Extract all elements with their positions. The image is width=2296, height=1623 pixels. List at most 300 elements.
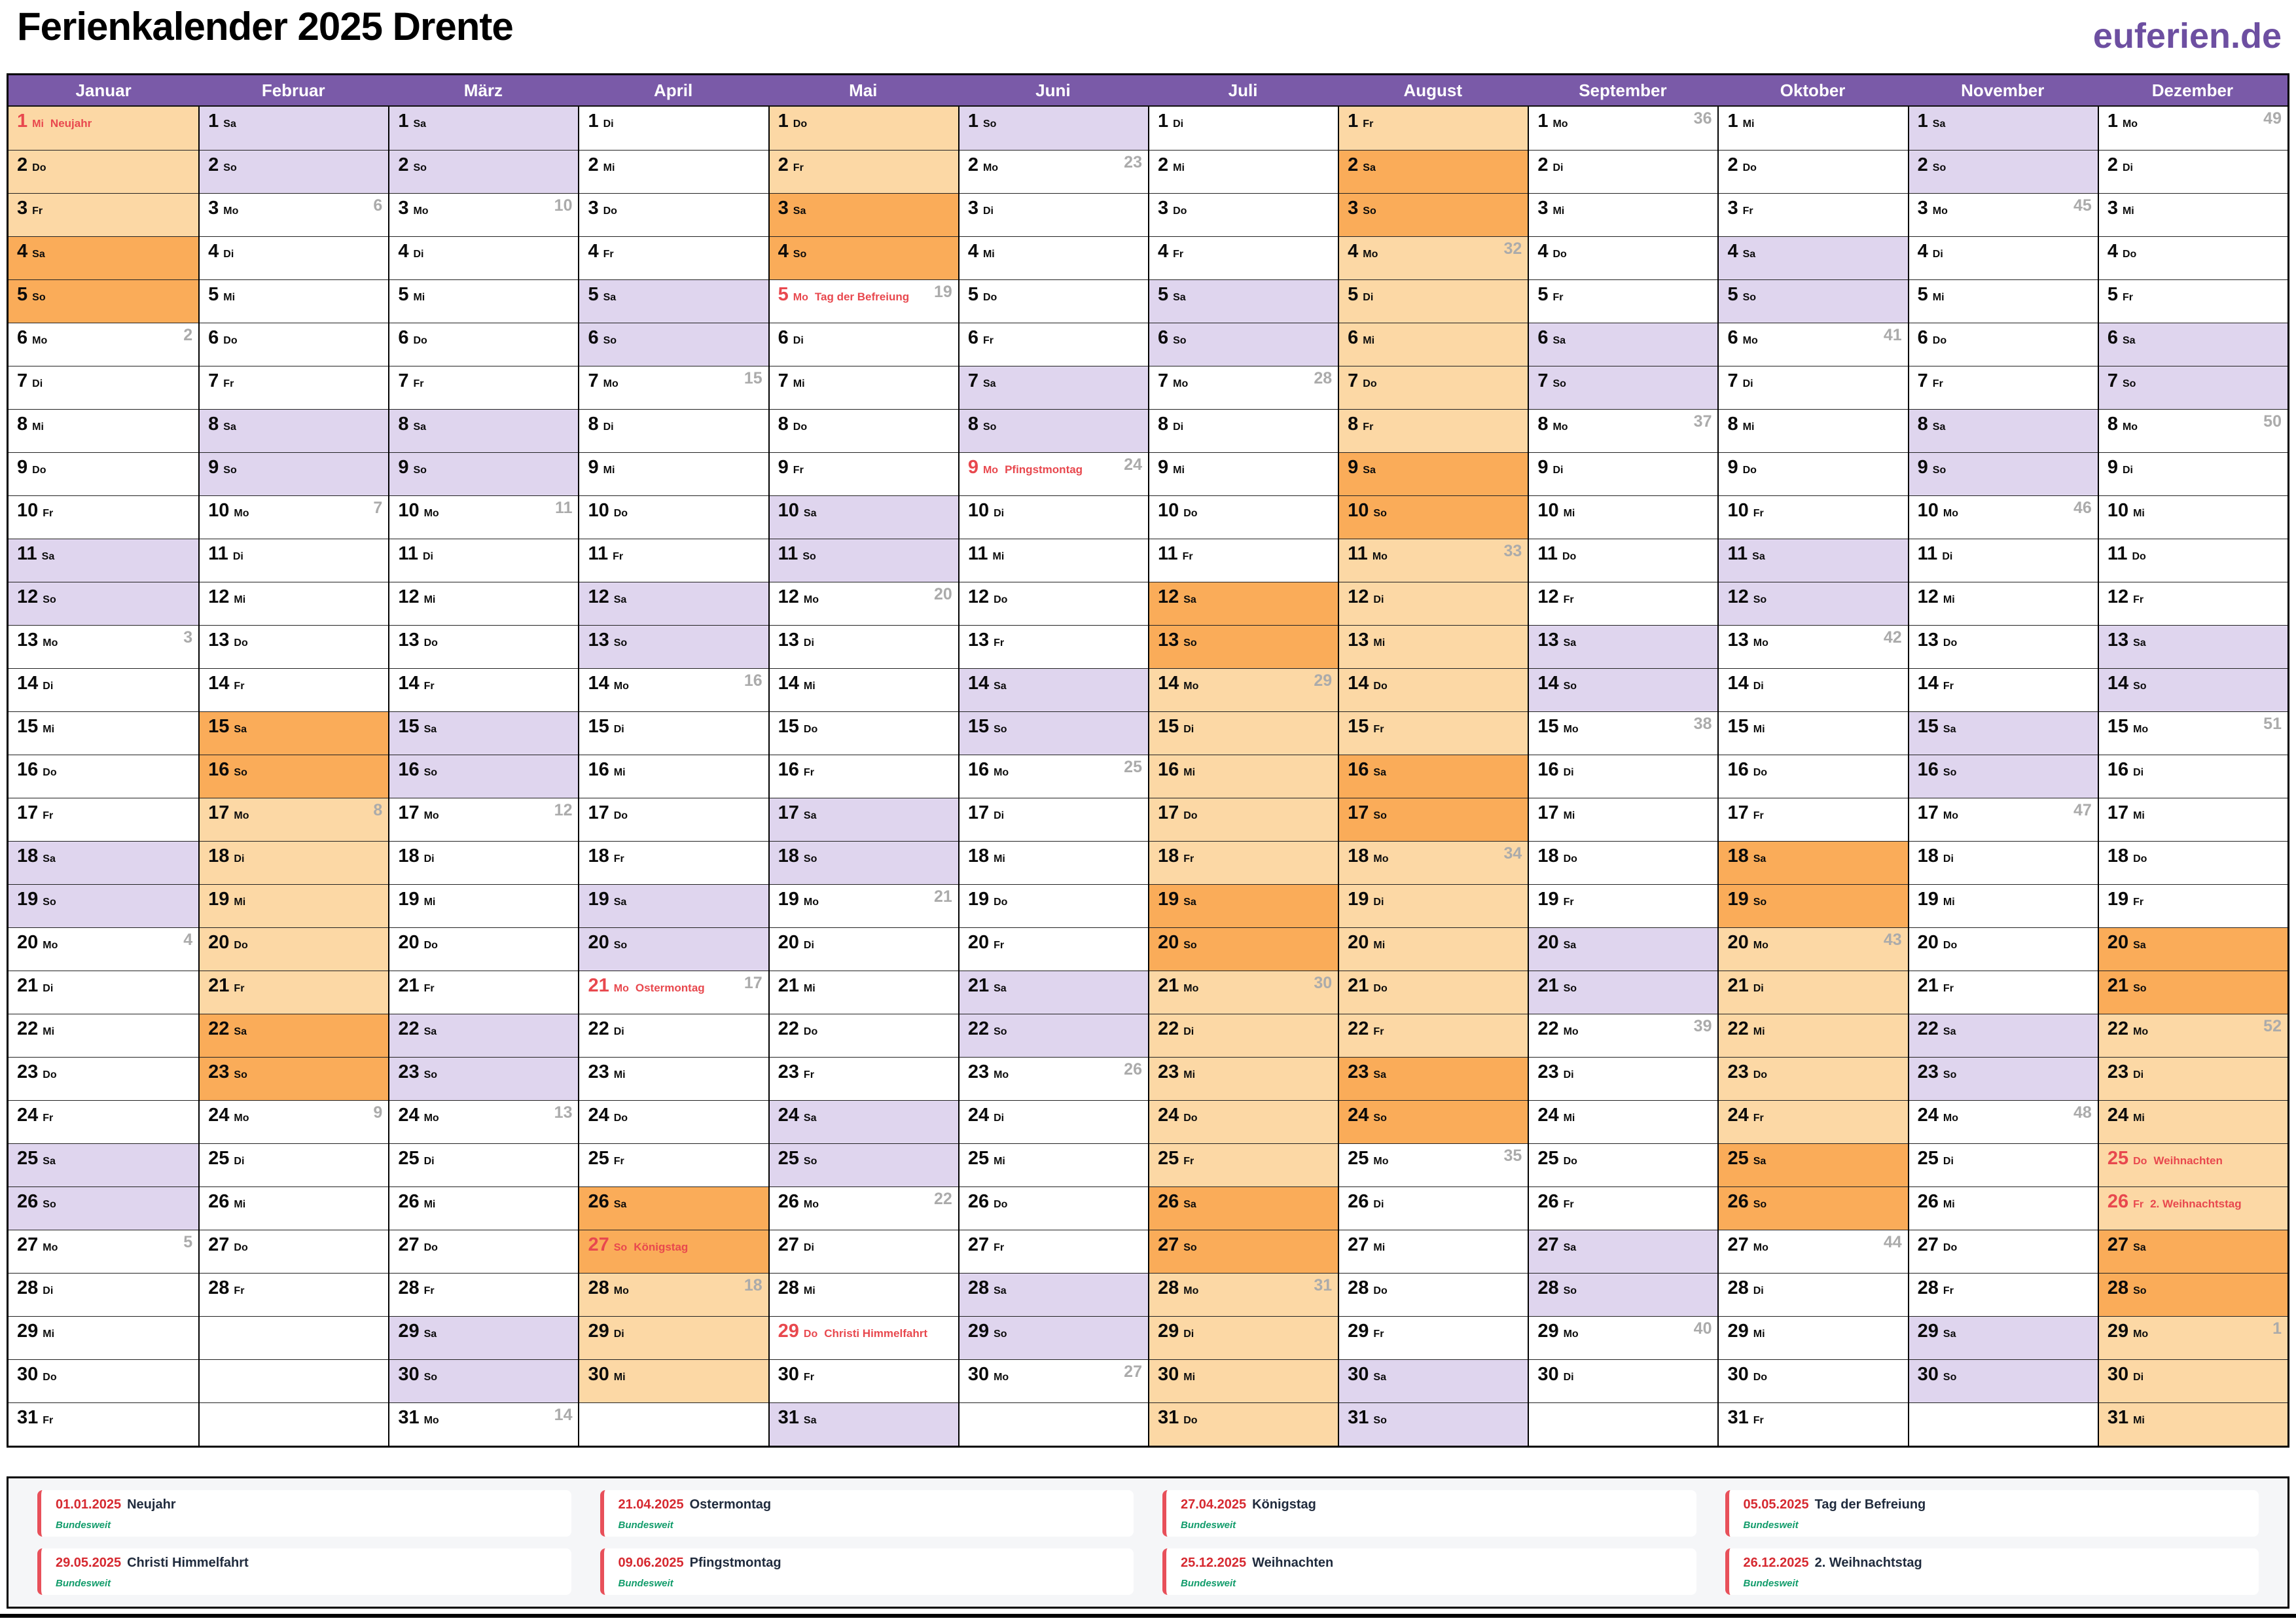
day-cell: [1339, 409, 1528, 452]
day-number: 19: [1157, 889, 1179, 910]
weekday-label: Sa: [1742, 249, 1756, 260]
day-cell: [1339, 668, 1528, 711]
weekday-label: Do: [1753, 1069, 1768, 1080]
day-number: 25: [1348, 1148, 1369, 1169]
weekday-label: Fr: [423, 983, 435, 994]
day-cell: [9, 1100, 198, 1143]
weekday-label: Do: [223, 335, 238, 346]
day-number: 25: [1727, 1148, 1749, 1169]
page-title: Ferienkalender 2025 Drente: [17, 5, 513, 48]
day-number: 15: [2107, 716, 2129, 737]
weekday-label: Mo: [1753, 637, 1768, 649]
weekday-label: Mo: [1373, 853, 1389, 865]
day-cell: [1149, 1100, 1338, 1143]
day-number: 5: [398, 284, 409, 305]
weekday-label: Fr: [1563, 1199, 1574, 1210]
week-number: 19: [934, 283, 952, 301]
day-number: 26: [1348, 1191, 1369, 1212]
holiday-name: Pfingstmontag: [689, 1556, 781, 1570]
day-cell: [579, 1273, 768, 1316]
day-number: 20: [588, 932, 609, 953]
weekday-label: Do: [803, 724, 818, 735]
day-cell: [1339, 1230, 1528, 1273]
day-cell: [1149, 927, 1338, 971]
day-cell: [1719, 279, 1907, 323]
day-cell: [770, 366, 958, 409]
day-cell: [770, 1014, 958, 1057]
week-number: 18: [744, 1276, 762, 1294]
weekday-label: So: [2122, 378, 2136, 389]
day-cell: [1909, 279, 2098, 323]
day-cell: [960, 193, 1148, 236]
weekday-label: So: [1173, 335, 1187, 346]
day-cell: [1719, 150, 1907, 193]
day-cell: [1339, 1057, 1528, 1100]
day-cell: [1339, 884, 1528, 927]
month-header-row: [9, 75, 2287, 107]
day-number: 5: [1537, 284, 1549, 305]
weekday-label: Fr: [1373, 1329, 1384, 1340]
day-cell: [960, 539, 1148, 582]
day-cell: [1719, 495, 1907, 539]
day-cell: [200, 539, 388, 582]
weekday-label: So: [1932, 162, 1946, 173]
week-number: 8: [373, 801, 383, 819]
day-number: 27: [1917, 1234, 1939, 1255]
day-cell: [389, 1402, 578, 1446]
page-header: [0, 0, 2296, 73]
day-cell: [1719, 582, 1907, 625]
day-number: 6: [588, 327, 599, 348]
weekday-label: Do: [1742, 162, 1757, 173]
weekday-label: Mi: [1943, 1199, 1955, 1210]
day-number: 19: [1537, 889, 1559, 910]
day-number: 18: [967, 846, 990, 866]
day-cell: [9, 409, 198, 452]
weekday-label: Fr: [994, 637, 1005, 649]
weekday-label: Sa: [423, 724, 437, 735]
day-cell: [770, 1230, 958, 1273]
day-number: 7: [208, 370, 219, 391]
day-number: 16: [588, 759, 609, 780]
day-cell: [579, 841, 768, 884]
day-cell: [960, 409, 1148, 452]
weekday-label: Fr: [1753, 508, 1764, 519]
weekday-label: Do: [423, 637, 438, 649]
day-number: 14: [588, 673, 609, 694]
holiday-label: Tag der Befreiung: [814, 291, 910, 303]
day-cell: [1529, 279, 1717, 323]
day-cell: [770, 236, 958, 279]
weekday-label: Sa: [803, 1113, 817, 1124]
weekday-label: Fr: [413, 378, 424, 389]
month-column: [2098, 107, 2287, 1446]
day-number: 22: [1917, 1018, 1939, 1039]
euferien-logo[interactable]: euferien.de: [2092, 16, 2282, 56]
day-cell: [1529, 1359, 1717, 1402]
day-cell: [2099, 1316, 2287, 1359]
day-cell: [770, 884, 958, 927]
weekday-label: Sa: [1183, 1199, 1196, 1210]
day-cell: [389, 150, 578, 193]
holiday-label: Königstag: [634, 1241, 689, 1253]
day-number: 3: [1917, 198, 1928, 219]
weekday-label: Mi: [603, 465, 615, 476]
day-cell: [9, 1230, 198, 1273]
weekday-label: Di: [223, 249, 234, 260]
day-cell: [389, 539, 578, 582]
day-number: 13: [2107, 630, 2129, 651]
weekday-label: Fr: [1363, 118, 1374, 130]
day-number: 21: [2107, 975, 2129, 996]
weekday-label: Mo: [2133, 724, 2149, 735]
day-number: 2: [588, 154, 599, 175]
day-number: 14: [1157, 673, 1179, 694]
weekday-label: So: [1373, 1113, 1387, 1124]
day-cell: [1909, 841, 2098, 884]
day-cell: [1529, 409, 1717, 452]
weekday-label: So: [1183, 1242, 1197, 1253]
day-cell: [770, 1402, 958, 1446]
day-cell: [389, 236, 578, 279]
day-cell: [579, 107, 768, 150]
weekday-label: Do: [1183, 508, 1198, 519]
day-number: 10: [398, 500, 420, 521]
weekday-label: Mo: [1563, 724, 1579, 735]
day-number: 30: [398, 1364, 420, 1385]
day-number: 23: [1537, 1061, 1559, 1082]
day-number: 7: [967, 370, 978, 391]
weekday-label: Fr: [1563, 897, 1574, 908]
day-cell: [579, 1143, 768, 1186]
month-column: [1148, 107, 1338, 1446]
weekday-label: Mo: [613, 681, 629, 692]
holiday-label: Christi Himmelfahrt: [824, 1327, 927, 1340]
day-cell: [579, 1057, 768, 1100]
day-number: 4: [1727, 241, 1738, 262]
day-cell: [1339, 841, 1528, 884]
day-number: 26: [967, 1191, 990, 1212]
day-number: 6: [1348, 327, 1359, 348]
weekday-label: Di: [1753, 983, 1764, 994]
day-number: 25: [1917, 1148, 1939, 1169]
weekday-label: Sa: [803, 1415, 817, 1426]
day-cell: [1909, 711, 2098, 755]
day-cell: [1339, 711, 1528, 755]
day-number: 22: [1157, 1018, 1179, 1039]
weekday-label: Sa: [413, 421, 427, 433]
day-number: 16: [967, 759, 990, 780]
day-number: 29: [17, 1321, 39, 1342]
day-number: 28: [1348, 1277, 1369, 1298]
day-cell: [1339, 236, 1528, 279]
weekday-label: Sa: [1552, 335, 1566, 346]
weekday-label: Mi: [2133, 1113, 2145, 1124]
day-number: 22: [208, 1018, 230, 1039]
weekday-label: Mo: [1183, 681, 1199, 692]
day-number: 23: [778, 1061, 799, 1082]
weekday-label: Mo: [413, 205, 429, 217]
day-cell: [579, 495, 768, 539]
week-number: 25: [1124, 758, 1142, 776]
weekday-label: So: [423, 1372, 438, 1383]
weekday-label: Do: [1753, 767, 1768, 778]
day-cell: [1909, 582, 2098, 625]
day-number: 3: [1727, 198, 1738, 219]
day-cell: [1339, 1100, 1528, 1143]
day-number: 25: [967, 1148, 990, 1169]
weekday-label: Do: [234, 940, 248, 951]
day-cell: [200, 193, 388, 236]
day-cell: [1529, 755, 1717, 798]
holiday-date: 26.12.2025: [1743, 1556, 1809, 1570]
day-cell: [960, 1143, 1148, 1186]
day-number: 13: [778, 630, 799, 651]
day-cell: [9, 1316, 198, 1359]
day-cell: [1529, 539, 1717, 582]
weekday-label: So: [32, 292, 46, 303]
weekday-label: Mo: [1363, 249, 1378, 260]
day-cell: [389, 711, 578, 755]
weekday-label: So: [613, 1242, 628, 1253]
day-number: 17: [1348, 802, 1369, 823]
day-cell: [1719, 625, 1907, 668]
week-number: 3: [183, 628, 193, 647]
week-number: 45: [2073, 196, 2092, 215]
day-cell: [770, 539, 958, 582]
day-cell: [1909, 1359, 2098, 1402]
day-number: 10: [1917, 500, 1939, 521]
week-number: 24: [1124, 455, 1142, 474]
day-cell: [1149, 971, 1338, 1014]
weekday-label: Mo: [1372, 551, 1388, 562]
day-cell: [1149, 1273, 1338, 1316]
day-number: 11: [778, 543, 798, 564]
weekday-label: Fr: [1742, 205, 1753, 217]
day-cell: [1149, 409, 1338, 452]
day-number: 1: [1157, 111, 1169, 132]
day-cell: [2099, 1186, 2287, 1230]
day-number: 9: [1917, 457, 1928, 478]
weekday-label: Di: [2122, 162, 2133, 173]
day-number: 21: [967, 975, 990, 996]
weekday-label: Do: [234, 1242, 248, 1253]
day-cell: [9, 798, 198, 841]
weekday-label: Fr: [793, 162, 804, 173]
day-cell: [389, 366, 578, 409]
day-cell: [770, 798, 958, 841]
weekday-label: Di: [1942, 551, 1953, 562]
weekday-label: So: [803, 1156, 817, 1167]
holiday-region: Bundesweit: [618, 1520, 673, 1531]
weekday-label: Di: [793, 335, 804, 346]
holiday-date: 27.04.2025: [1181, 1497, 1247, 1512]
day-number: 13: [1537, 630, 1559, 651]
day-number: 2: [1157, 154, 1169, 175]
holiday-date: 25.12.2025: [1181, 1556, 1247, 1570]
day-number: 19: [1727, 889, 1749, 910]
weekday-label: Fr: [1753, 1113, 1764, 1124]
day-number: 28: [1727, 1277, 1749, 1298]
day-cell: [389, 1143, 578, 1186]
weekday-label: Sa: [982, 378, 996, 389]
weekday-label: So: [1373, 1415, 1387, 1426]
weekday-label: Fr: [32, 205, 43, 217]
day-number: 21: [17, 975, 39, 996]
day-number: 3: [967, 198, 978, 219]
week-number: 36: [1693, 109, 1712, 128]
day-cell: [1339, 107, 1528, 150]
day-cell: [1719, 193, 1907, 236]
weekday-label: Mi: [994, 853, 1005, 865]
day-cell: [9, 539, 198, 582]
day-cell: [1339, 927, 1528, 971]
holiday-label: Neujahr: [50, 117, 92, 130]
day-cell: [960, 1230, 1148, 1273]
day-number: 1: [967, 111, 978, 132]
weekday-label: Fr: [1183, 1156, 1194, 1167]
day-number: 15: [1917, 716, 1939, 737]
day-number: 20: [1917, 932, 1939, 953]
day-number: 9: [17, 457, 28, 478]
weekday-label: Mi: [613, 767, 626, 778]
day-cell: [1339, 495, 1528, 539]
day-cell: [579, 971, 768, 1014]
day-cell: [9, 711, 198, 755]
day-cell: [200, 884, 388, 927]
weekday-label: So: [223, 162, 237, 173]
day-number: 31: [2107, 1407, 2129, 1428]
day-number: 11: [1917, 543, 1938, 564]
day-number: 21: [208, 975, 230, 996]
weekday-label: Mo: [423, 1415, 439, 1426]
day-cell: [1719, 1273, 1907, 1316]
day-number: 8: [778, 414, 789, 435]
holiday-label: Ostermontag: [635, 982, 705, 994]
day-cell: [2099, 711, 2287, 755]
weekday-label: Fr: [1552, 292, 1564, 303]
day-cell: [200, 582, 388, 625]
day-cell: [1909, 107, 2098, 150]
day-number: 1: [2107, 111, 2118, 132]
day-cell: [200, 1273, 388, 1316]
day-cell: [960, 1359, 1148, 1402]
day-cell: [1909, 236, 2098, 279]
weekday-label: Sa: [803, 508, 817, 519]
day-number: 15: [1537, 716, 1559, 737]
weekday-label: Fr: [1943, 983, 1954, 994]
weekday-label: Fr: [1932, 378, 1943, 389]
day-cell: [579, 668, 768, 711]
day-number: 26: [1537, 1191, 1559, 1212]
weekday-label: Sa: [1563, 1242, 1577, 1253]
day-cell: [200, 841, 388, 884]
month-header: Juni: [1035, 80, 1071, 100]
day-cell: [1339, 539, 1528, 582]
day-cell: [1719, 1186, 1907, 1230]
weekday-label: Fr: [234, 983, 245, 994]
day-number: 28: [398, 1277, 420, 1298]
day-number: 8: [1917, 414, 1928, 435]
day-cell: [579, 625, 768, 668]
weekday-label: Sa: [1932, 421, 1946, 433]
weekday-label: Do: [2133, 853, 2147, 865]
weekday-label: Mi: [423, 594, 436, 605]
day-number: 2: [1917, 154, 1928, 175]
weekday-label: Di: [2133, 1069, 2144, 1080]
day-number: 24: [398, 1105, 420, 1126]
weekday-label: Mi: [1183, 767, 1196, 778]
day-cell: [1149, 1143, 1338, 1186]
weekday-label: So: [994, 724, 1007, 735]
weekday-label: Sa: [2122, 335, 2136, 346]
day-cell: [200, 1100, 388, 1143]
day-number: 9: [1537, 457, 1549, 478]
weekday-label: So: [1742, 292, 1757, 303]
day-number: 2: [1727, 154, 1738, 175]
holiday-label: Weihnachten: [2153, 1154, 2223, 1167]
day-number: 22: [1727, 1018, 1749, 1039]
day-cell: [1529, 1273, 1717, 1316]
day-number: 15: [17, 716, 39, 737]
day-number: 30: [1727, 1364, 1749, 1385]
day-number: 8: [1537, 414, 1549, 435]
day-cell: [2099, 323, 2287, 366]
day-cell: [960, 668, 1148, 711]
day-number: 12: [778, 586, 799, 607]
weekday-label: Mi: [1742, 421, 1755, 433]
week-number: 50: [2263, 412, 2282, 431]
day-number: 28: [778, 1277, 799, 1298]
weekday-label: So: [994, 1329, 1007, 1340]
holiday-date: 09.06.2025: [618, 1556, 684, 1570]
weekday-label: Do: [982, 292, 997, 303]
day-cell: [960, 927, 1148, 971]
day-cell: [1149, 1316, 1338, 1359]
day-cell: [1909, 193, 2098, 236]
day-cell: [770, 193, 958, 236]
day-number: 29: [588, 1321, 609, 1342]
day-number: 22: [588, 1018, 609, 1039]
day-number: 21: [1917, 975, 1939, 996]
weekday-label: Di: [994, 508, 1005, 519]
weekday-label: Fr: [423, 681, 435, 692]
holiday-name: Königstag: [1252, 1497, 1316, 1512]
day-cell: [9, 1359, 198, 1402]
weekday-label: Mi: [793, 378, 805, 389]
day-cell: [1339, 1273, 1528, 1316]
day-number: 16: [208, 759, 230, 780]
day-number: 21: [1537, 975, 1559, 996]
day-cell: [2099, 107, 2287, 150]
day-number: 28: [17, 1277, 39, 1298]
weekday-label: Mi: [43, 1026, 55, 1037]
week-number: 49: [2263, 109, 2282, 128]
day-number: 1: [1917, 111, 1928, 132]
day-cell: [1339, 798, 1528, 841]
day-number: 8: [398, 414, 409, 435]
day-cell: [2099, 971, 2287, 1014]
week-number: 13: [554, 1103, 573, 1122]
day-number: 10: [778, 500, 799, 521]
weekday-label: Fr: [43, 810, 54, 821]
day-number: 18: [1537, 846, 1559, 866]
day-number: 25: [398, 1148, 420, 1169]
day-number: 6: [398, 327, 409, 348]
day-cell: [1149, 755, 1338, 798]
day-cell: [1529, 236, 1717, 279]
weekday-label: Di: [43, 681, 54, 692]
